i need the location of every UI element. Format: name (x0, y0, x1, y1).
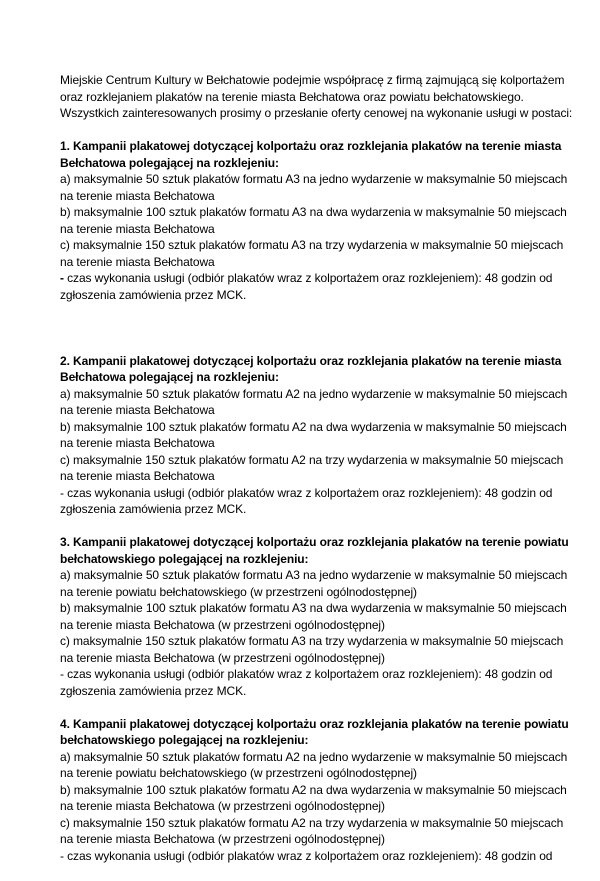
section-item-line: c) maksymalnie 150 sztuk plakatów formatu A3 na trzy wydarzenia w maksymalnie 50 miejscach (60, 634, 564, 648)
section-item-line: na terenie miasta Bełchatowa (w przestrzeni ogólnodostępnej) (60, 799, 385, 813)
section-item-line: na terenie miasta Bełchatowa (w przestrzeni ogólnodostępnej) (60, 617, 385, 632)
section-time-line (60, 666, 553, 683)
dash-marker: - (60, 485, 64, 500)
section-item-line: na terenie miasta Bełchatowa (60, 188, 215, 203)
section-item-line: na terenie miasta Bełchatowa (60, 221, 215, 236)
section-item-line: na terenie miasta Bełchatowa (60, 403, 215, 417)
time-text: czas wykonania usługi (odbiór plakatów wraz z kolportażem oraz rozklejeniem): 48 godzin od (63, 848, 553, 863)
section-item-line: a) maksymalnie 50 sztuk plakatów formatu A3 na jedno wydarzenie w maksymalnie 50 miejscach (60, 172, 568, 186)
section-item-line: c) maksymalnie 150 sztuk plakatów formatu A2 na trzy wydarzenia w maksymalnie 50 miejscach (60, 452, 564, 467)
section-time-line: zgłoszenia zamówienia przez MCK. (60, 683, 247, 698)
section-heading-line: Bełchatowa polegającej na rozklejeniu: (60, 370, 279, 384)
section-item-line: c) maksymalnie 150 sztuk plakatów formatu A2 na trzy wydarzenia w maksymalnie 50 miejscach (60, 815, 564, 830)
section-heading-line: 3. Kampanii plakatowej dotyczącej kolportażu oraz rozklejania plakatów na terenie powiatu (60, 535, 569, 549)
time-text: czas wykonania usługi (odbiór plakatów wraz z kolportażem oraz rozklejeniem): 48 godzin od (63, 485, 553, 500)
section-heading-line: bełchatowskiego polegającej na rozklejeniu: (60, 551, 309, 566)
section-item-line: a) maksymalnie 50 sztuk plakatów formatu A3 na jedno wydarzenie w maksymalnie 50 miejscach (60, 568, 568, 582)
section-time-line: zgłoszenia zamówienia przez MCK. (60, 502, 247, 516)
dash-marker: - (60, 848, 64, 863)
section-time-line (60, 270, 553, 287)
section-item-line: na terenie miasta Bełchatowa (w przestrzeni ogólnodostępnej) (60, 650, 385, 665)
section-item-line: na terenie powiatu bełchatowskiego (w przestrzeni ogólnodostępnej) (60, 584, 417, 599)
section-heading-line: 1. Kampanii plakatowej dotyczącej kolportażu oraz rozklejania plakatów na terenie miasta (60, 139, 562, 153)
section-item-line: b) maksymalnie 100 sztuk plakatów formatu A3 na dwa wydarzenia w maksymalnie 50 miejscach (60, 601, 567, 615)
section-3 (60, 534, 569, 699)
section-heading-line: Bełchatowa polegającej na rozklejeniu: (60, 155, 279, 170)
section-time-line: zgłoszenia zamówienia przez MCK. (60, 287, 247, 302)
section-item-line: b) maksymalnie 100 sztuk plakatów formatu A2 na dwa wydarzenia w maksymalnie 50 miejscach (60, 782, 567, 797)
section-item-line: na terenie miasta Bełchatowa (w przestrzeni ogólnodostępnej) (60, 832, 385, 846)
section-item-line: a) maksymalnie 50 sztuk plakatów formatu A2 na jedno wydarzenie w maksymalnie 50 miejscach (60, 386, 568, 401)
intro-line: Wszystkich zainteresowanych prosimy o przesłanie oferty cenowej na wykonanie usługi w postaci: (60, 106, 573, 120)
section-item-line: b) maksymalnie 100 sztuk plakatów formatu A2 na dwa wydarzenia w maksymalnie 50 miejscach (60, 419, 567, 434)
section-item-line: na terenie miasta Bełchatowa (60, 436, 215, 450)
intro-line: Miejskie Centrum Kultury w Bełchatowie podejmie współpracę z firmą zajmującą się kolportażem (60, 73, 565, 87)
section-time-line (60, 848, 553, 865)
section-heading-line: 2. Kampanii plakatowej dotyczącej kolportażu oraz rozklejania plakatów na terenie miasta (60, 353, 562, 368)
intro-paragraph (60, 72, 573, 122)
section-item-line: na terenie powiatu bełchatowskiego (w przestrzeni ogólnodostępnej) (60, 766, 417, 780)
section-2 (60, 353, 568, 518)
section-1 (60, 138, 568, 303)
intro-line: oraz rozklejaniem plakatów na terenie miasta Bełchatowa oraz powiatu bełchatowskiego. (60, 89, 524, 104)
section-4 (60, 716, 569, 865)
section-time-line (60, 485, 553, 502)
time-text: czas wykonania usługi (odbiór plakatów wraz z kolportażem oraz rozklejeniem): 48 godzin od (63, 271, 553, 285)
section-item-line: a) maksymalnie 50 sztuk plakatów formatu A2 na jedno wydarzenie w maksymalnie 50 miejscach (60, 749, 568, 764)
section-heading-line: 4. Kampanii plakatowej dotyczącej kolportażu oraz rozklejania plakatów na terenie powiatu (60, 716, 569, 731)
time-text: czas wykonania usługi (odbiór plakatów wraz z kolportażem oraz rozklejeniem): 48 godzin od (63, 667, 553, 681)
dash-marker: - (60, 667, 64, 681)
section-item-line: c) maksymalnie 150 sztuk plakatów formatu A3 na trzy wydarzenia w maksymalnie 50 miejscach (60, 238, 564, 252)
document-body (60, 72, 573, 881)
dash-marker: - (60, 271, 64, 285)
section-heading-line: bełchatowskiego polegającej na rozklejeniu: (60, 733, 309, 747)
section-item-line: na terenie miasta Bełchatowa (60, 254, 215, 269)
section-item-line: na terenie miasta Bełchatowa (60, 469, 215, 483)
section-item-line: b) maksymalnie 100 sztuk plakatów formatu A3 na dwa wydarzenia w maksymalnie 50 miejscach (60, 205, 567, 219)
